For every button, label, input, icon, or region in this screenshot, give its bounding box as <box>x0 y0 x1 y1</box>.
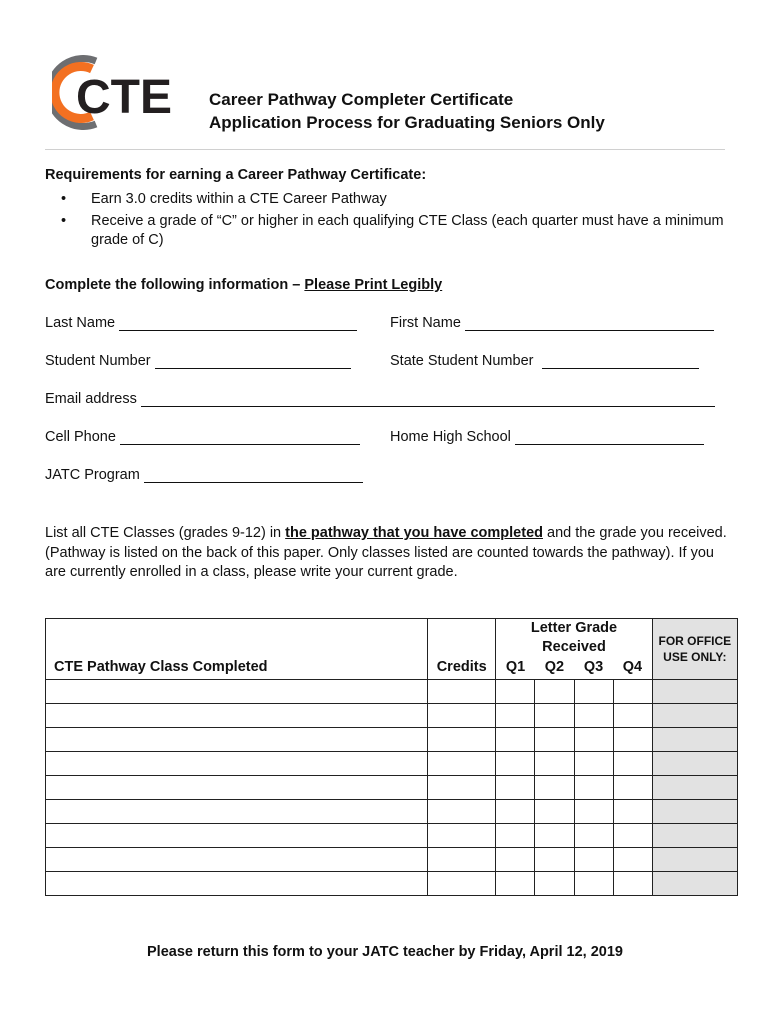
q3-cell[interactable] <box>574 871 613 895</box>
office-cell <box>652 775 737 799</box>
q3-cell[interactable] <box>574 799 613 823</box>
q4-cell[interactable] <box>613 679 652 703</box>
class-cell[interactable] <box>46 703 428 727</box>
table-row <box>46 703 738 727</box>
title-line-1: Career Pathway Completer Certificate <box>209 90 514 109</box>
office-use-header: FOR OFFICE USE ONLY: <box>652 619 737 680</box>
q1-cell[interactable] <box>496 847 535 871</box>
table-row <box>46 679 738 703</box>
class-table <box>45 618 738 896</box>
q3-cell[interactable] <box>574 751 613 775</box>
header-divider <box>45 149 725 150</box>
q3-cell[interactable] <box>574 775 613 799</box>
q1-cell[interactable] <box>496 871 535 895</box>
jatc-program-field[interactable]: JATC Program <box>45 467 363 483</box>
q3-cell[interactable] <box>574 823 613 847</box>
q1-cell[interactable] <box>496 775 535 799</box>
student-number-line[interactable] <box>155 355 351 369</box>
credits-cell[interactable] <box>428 871 496 895</box>
class-cell[interactable] <box>46 823 428 847</box>
q4-cell[interactable] <box>613 823 652 847</box>
class-cell[interactable] <box>46 775 428 799</box>
table-row <box>46 751 738 775</box>
q4-header: Q4 <box>613 657 652 679</box>
table-body <box>46 679 738 895</box>
cell-phone-field[interactable]: Cell Phone <box>45 429 360 445</box>
office-cell <box>652 703 737 727</box>
q4-cell[interactable] <box>613 799 652 823</box>
last-name-line[interactable] <box>119 317 357 331</box>
state-student-number-line[interactable] <box>542 355 699 369</box>
office-cell <box>652 727 737 751</box>
q1-header: Q1 <box>496 657 535 679</box>
credits-cell[interactable] <box>428 727 496 751</box>
credits-cell[interactable] <box>428 775 496 799</box>
q1-cell[interactable] <box>496 679 535 703</box>
home-high-school-line[interactable] <box>515 431 704 445</box>
state-student-number-field[interactable]: State Student Number <box>390 353 699 369</box>
office-cell <box>652 823 737 847</box>
q2-cell[interactable] <box>535 799 574 823</box>
q2-cell[interactable] <box>535 751 574 775</box>
credits-cell[interactable] <box>428 679 496 703</box>
table-row <box>46 847 738 871</box>
table-row <box>46 799 738 823</box>
table-row <box>46 823 738 847</box>
q3-cell[interactable] <box>574 727 613 751</box>
q1-cell[interactable] <box>496 703 535 727</box>
office-cell <box>652 751 737 775</box>
credits-cell[interactable] <box>428 751 496 775</box>
cte-logo <box>52 55 192 130</box>
last-name-field[interactable]: Last Name <box>45 315 357 331</box>
pathway-emphasis: the pathway that you have completed <box>285 525 543 541</box>
q1-cell[interactable] <box>496 751 535 775</box>
credits-cell[interactable] <box>428 823 496 847</box>
q2-cell[interactable] <box>535 823 574 847</box>
office-cell <box>652 847 737 871</box>
q2-cell[interactable] <box>535 871 574 895</box>
class-cell[interactable] <box>46 847 428 871</box>
home-high-school-field[interactable]: Home High School <box>390 429 704 445</box>
q1-cell[interactable] <box>496 823 535 847</box>
cell-phone-line[interactable] <box>120 431 360 445</box>
q3-cell[interactable] <box>574 847 613 871</box>
jatc-program-line[interactable] <box>144 469 363 483</box>
print-legibly: Please Print Legibly <box>304 277 443 293</box>
email-line[interactable] <box>141 393 715 407</box>
table-row <box>46 871 738 895</box>
requirements-list <box>45 190 725 250</box>
first-name-field[interactable]: First Name <box>390 315 714 331</box>
class-cell[interactable] <box>46 679 428 703</box>
q2-cell[interactable] <box>535 847 574 871</box>
credits-cell[interactable] <box>428 703 496 727</box>
office-cell <box>652 799 737 823</box>
instructions-paragraph: List all CTE Classes (grades 9-12) in the pathway that you have completed and the grade you received. (Pathway is listed on the back of this paper. Only classes listed are counted towards the pathway). If you are currently enrolled in a class, please write your current grade. <box>45 525 727 580</box>
credits-cell[interactable] <box>428 799 496 823</box>
table-row <box>46 727 738 751</box>
logo-text: CTE <box>76 71 172 124</box>
page-title <box>209 88 605 134</box>
requirement-item: • Earn 3.0 credits within a CTE Career Pathway <box>45 190 725 209</box>
title-line-2: Application Process for Graduating Seniors Only <box>209 113 605 132</box>
q2-header: Q2 <box>535 657 574 679</box>
first-name-line[interactable] <box>465 317 714 331</box>
q3-cell[interactable] <box>574 703 613 727</box>
email-field[interactable]: Email address <box>45 391 715 407</box>
class-column-header: CTE Pathway Class Completed <box>46 619 428 680</box>
q4-cell[interactable] <box>613 727 652 751</box>
q4-cell[interactable] <box>613 775 652 799</box>
info-heading: Complete the following information – Please Print Legibly <box>45 277 443 293</box>
q4-cell[interactable] <box>613 847 652 871</box>
q4-cell[interactable] <box>613 751 652 775</box>
credits-cell[interactable] <box>428 847 496 871</box>
requirement-item: • Receive a grade of “C” or higher in each qualifying CTE Class (each quarter must have a minimum grade of C) <box>45 212 725 250</box>
q2-cell[interactable] <box>535 727 574 751</box>
office-cell <box>652 871 737 895</box>
requirements-heading: Requirements for earning a Career Pathway Certificate: <box>45 167 427 183</box>
q3-cell[interactable] <box>574 679 613 703</box>
table-row <box>46 775 738 799</box>
class-cell[interactable] <box>46 751 428 775</box>
q1-cell[interactable] <box>496 799 535 823</box>
letter-grade-header: Letter Grade Received <box>496 619 652 658</box>
credits-column-header: Credits <box>428 619 496 680</box>
q4-cell[interactable] <box>613 871 652 895</box>
class-cell[interactable] <box>46 871 428 895</box>
class-cell[interactable] <box>46 727 428 751</box>
q2-cell[interactable] <box>535 775 574 799</box>
q2-cell[interactable] <box>535 679 574 703</box>
q2-cell[interactable] <box>535 703 574 727</box>
office-cell <box>652 679 737 703</box>
q3-header: Q3 <box>574 657 613 679</box>
q1-cell[interactable] <box>496 727 535 751</box>
student-number-field[interactable]: Student Number <box>45 353 351 369</box>
class-cell[interactable] <box>46 799 428 823</box>
return-instructions: Please return this form to your JATC teacher by Friday, April 12, 2019 <box>147 944 623 960</box>
q4-cell[interactable] <box>613 703 652 727</box>
